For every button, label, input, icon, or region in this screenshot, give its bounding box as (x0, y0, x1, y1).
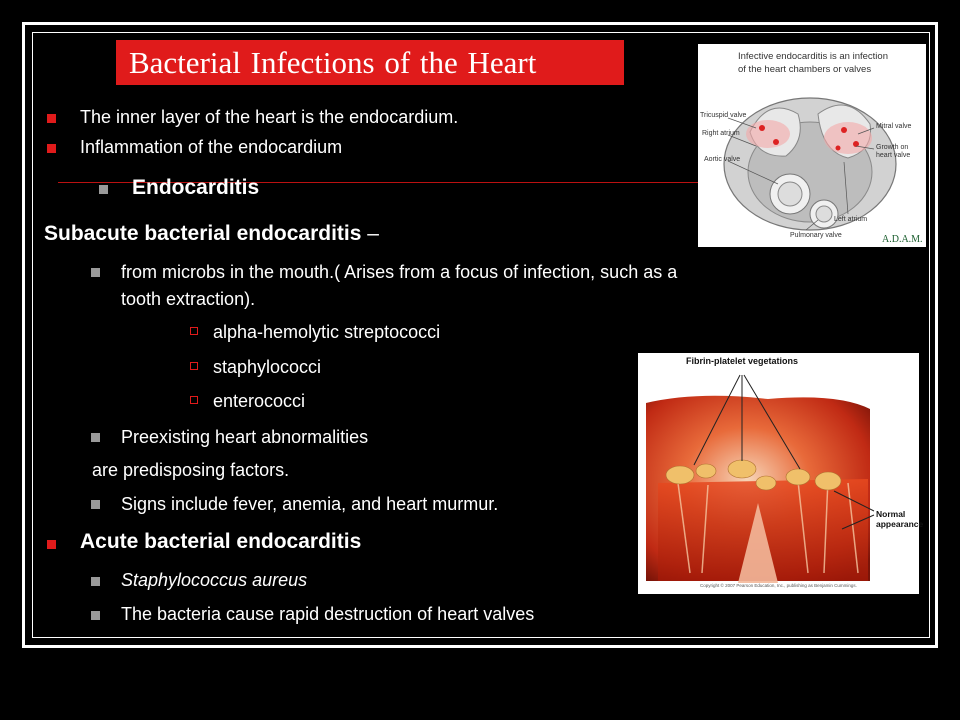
sub-bullet-marker (190, 396, 198, 404)
label-aortic-valve: Aortic valve (704, 156, 741, 163)
bullet-marker (91, 500, 100, 509)
organism-item: staphylococci (213, 357, 322, 377)
label-normal-line1: Normal (876, 509, 906, 519)
label-left-atrium: Left atrium (834, 216, 868, 223)
acute-organism: Staphylococcus aureus (121, 570, 308, 590)
signs-text: Signs include fever, anemia, and heart murmur. (121, 494, 499, 514)
label-right-atrium: Right atrium (702, 130, 740, 137)
adam-logo: A.D.A.M. (882, 234, 923, 245)
sub-bullet-marker (190, 327, 198, 335)
bullet-marker (47, 540, 56, 549)
figure1-caption-line2: of the heart chambers or valves (738, 64, 872, 75)
label-tricuspid-valve: Tricuspid valve (700, 112, 747, 119)
subacute-heading-text: Subacute bacterial endocarditis (44, 222, 362, 245)
predisposing-text: are predisposing factors. (92, 460, 290, 480)
bullet-marker (99, 185, 108, 194)
sub-bullet-marker (190, 362, 198, 370)
label-normal-line2: appearance (876, 519, 924, 529)
organism-item: alpha-hemolytic streptococci (213, 322, 441, 342)
bullet-marker (47, 114, 56, 123)
bullet-endocardium: The inner layer of the heart is the endocardium. (80, 107, 459, 127)
acute-heading: Acute bacterial endocarditis (80, 530, 362, 553)
label-mitral-valve: Mitral valve (876, 123, 912, 130)
bullet-marker (91, 268, 100, 277)
label-pulmonary-valve: Pulmonary valve (790, 232, 842, 239)
subacute-heading (44, 223, 379, 245)
subacute-dash: – (367, 222, 379, 245)
slide-title: Bacterial Infections of the Heart (116, 40, 624, 85)
heart-valves-illustration (698, 44, 926, 247)
bullet-inflammation: Inflammation of the endocardium (80, 137, 343, 157)
bullet-marker (91, 577, 100, 586)
valve-vegetations-photo (638, 353, 924, 594)
photo-copyright: Copyright © 2007 Pearson Education, Inc., publishing as Benjamin Cummings. (700, 583, 857, 588)
subacute-cause-line2: tooth extraction). (121, 289, 256, 309)
photo-drawing (638, 353, 919, 594)
figure1-caption-line1: Infective endocarditis is an infection (738, 51, 888, 62)
preexisting-text: Preexisting heart abnormalities (121, 427, 369, 447)
label-growth-line2: heart valve (876, 152, 911, 159)
bullet-marker (91, 433, 100, 442)
bullet-marker (91, 611, 100, 620)
label-growth-line1: Growth on (876, 144, 909, 151)
subacute-cause-line1: from microbs in the mouth.( Arises from a focus of infection, such as a (121, 262, 678, 282)
bullet-marker (47, 144, 56, 153)
acute-effect: The bacteria cause rapid destruction of heart valves (121, 604, 535, 624)
organism-item: enterococci (213, 391, 306, 411)
endocarditis-heading: Endocarditis (132, 176, 260, 199)
label-fibrin-platelet: Fibrin-platelet vegetations (686, 356, 799, 366)
